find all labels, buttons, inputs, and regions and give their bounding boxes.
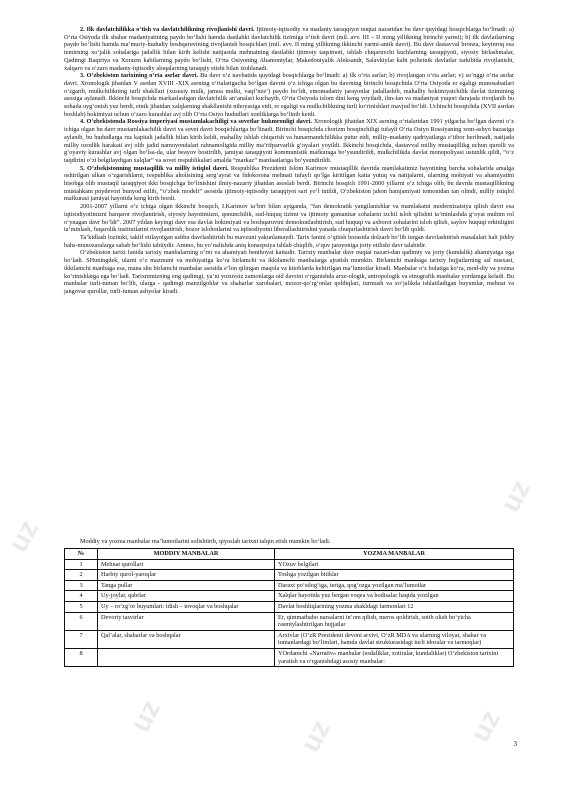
column-header: YOZMA MANBALAR: [275, 549, 514, 560]
paragraph-body: Bu davr oʻz navbatida quyidagi bosqichlarga boʻlinadi: a) ilk oʻrta asrlar; b) rivojlangan oʻrta asrlar; v) soʻnggi oʻrta asrlar davri. Xronologik jihatdan V asrdan XVIII -XIX asrning oʻrtalarigacha boʻlgan davrni oʻz ichiga olgan bu davrning birinchi bosqichida Oʻrta Osiyoda er egaligi munosabatlari oʻzgarib, mulkchilikning turli shakllari (xususiy mulk, jamoa mulki, vaqfʼnzeʼ) paydo boʻldi, etnomadaniy jarayonlar jadallashib, mahalliy hokimiyatchilik davlat tizimining asosiga aylanadi. Ikkinchi bosqichda markazlashgan davlatchilik anʼanalari kuchayib, Oʻrta Osiyoda islom dini keng yoyiladi, ilm-fan va madaniyat yuqori darajada rivojlanib bu sohada uygʻonish yuz berdi, etnik jihatdan xalqlarning shakllanishi nihoyasiga etdi, er egaligi va mulkchilikning turli koʻrinishlari mavjud boʻldi. Uchinchi bosqichda (XVII asrdan boshlab) hokimiyat uchun oʻzaro kurashlar avj olib Oʻrta Osiyo hududlari xonliklarga boʻlinib ketdi.: [64, 72, 514, 118]
paragraph-body: 2001-2007 yillarni oʻz ichiga olgan ikkinchi bosqich, I.Karimov taʼbiri bilan aytganda, “fan demokratik yangilanishlar va mamlakatni modernizatsiya qilish davri esa iqtisodiyotimizni barqaror rivojlantirish, siyosiy hayotimizni, qonunchilik, sud-huquq tizimi va ijtimoiy gumanitar sohalarni izchil isloh qilishni taʼminlashda gʻoyat muhim rol oʻynagan davr boʻldi”. 2007 yildan keyingi davr esa davlat hokimiyati va boshqaruvini demokratlashtirish, sud huquqi va axborot sohalarini isloh qilish, saylov huquqi erkinligini taʼminlash, fuqarolik institutlarini rivojlantirish, bozor islohotlarini va iqtisodiyotni liberallashtirishni yanada chuqurlashtirish davri boʻlib qoldi.: [64, 203, 514, 234]
paragraph-body: Taʼkidlash lozimki, taklif etilayotgan ushbu davrlashtirish bu mavzuni yakunlamaydi. Tarix fanini oʻqitish borasida dolzarb boʻlib turgan davrlashtirish masalalari hali jiddiy bahs-munozaralarga sabab boʻlishi tabiiydir. Ammo, bu yoʻnalishda aniq konsepsiya ishlab chiqilib, oʻquv jarayoniga joriy etilishi davr talabidir.: [64, 233, 514, 249]
material-source-cell: Uy-joylar, qabrlar: [98, 591, 275, 602]
table-row: [65, 601, 514, 612]
column-header: MODDIY MANBALAR: [98, 549, 275, 560]
paragraph-body: Xronologik jihatdan XIX asrning oʻrtalaridan 1991 yilgacha boʻlgan davrni oʻz ichiga olgan bu davr mustamlakachilik davri va sovet davri bosqichlariga boʻlinadi. Birinchi bosqichda chorizm bosqinchiligi tufayli Oʻrta Osiyo Rossiyaning xom-ashyo bazasiga aylanib, bu hududlarga rus kapitali jadallik bilan kirib keldi, mahalliy ishlab chiqarish va hunarmandchilikka putur etdi, milliy-madaniy qadriyatlarga eʼtibor berilmadi, natijada milliy ozodlik harakati avj olib jadid namoyondalari rahnamoligida milliy maʼrifparvarlik gʻoyalari yoyildi. Ikkinchi bosqichda, dastavval milliy mustaqillikg uchun qurolli va gʻoyaviy kurashlar avj olgan boʻlsa-da, ular beayov bostirilib, jamiyat taraqqiyoti kommunistik mafkuraga boʻysundirildi, mulkchilikda davlat monopoliyasi ustunlik qildi, “oʻz taqdirini oʻzi belgilaydigan xalqlar” va sovet respublikalari amalda “markaz” manfaatlariga boʻysundirildi.: [64, 118, 514, 164]
table-row: [65, 648, 514, 666]
row-number-cell: 4: [65, 591, 98, 602]
material-source-cell: Harbiy qurol-yaroqlar: [98, 570, 275, 581]
row-number-cell: 3: [65, 580, 98, 591]
paragraph: [64, 118, 514, 164]
watermark: uz: [464, 704, 507, 747]
paragraph: [64, 165, 514, 204]
body-text: [64, 26, 514, 296]
page-number: 3: [513, 740, 517, 748]
table-header-row: [65, 549, 514, 560]
table-row: [65, 591, 514, 602]
watermark: uz: [294, 714, 337, 757]
written-source-cell: Arxivlar (OʻzR Prezidenti devoni arxivi, OʻzR MDA va ularning viloyat, shahar va tumanlardagi boʻlimlari, hamda davlat strukturasidagi turli idoralar va tarmoqlar): [275, 630, 514, 648]
column-header: №: [65, 549, 98, 560]
table-row: [65, 630, 514, 648]
watermark: uz: [2, 514, 45, 557]
material-source-cell: Qalʼalar, shaharlar va boshqalar: [98, 630, 275, 648]
table-caption: Moddiy va yozma manbalar maʼlumotlarini solishtirib, qiyoslab tarixni talqin etish mumkin boʻladi.: [80, 538, 331, 545]
material-source-cell: Devoriy tasvirlar: [98, 612, 275, 630]
row-number-cell: 8: [65, 648, 98, 666]
paragraph-heading: 2. Ilk davlatchilikka oʻtish va davlatchilikning rivojlanishi davri.: [80, 26, 255, 33]
paragraph: [64, 234, 514, 249]
material-source-cell: Mehnat qurollari: [98, 559, 275, 570]
written-source-cell: Xalqlar hayotida yuz bergan voqea va hodisalar haqida yozilgan: [275, 591, 514, 602]
written-source-cell: Toshga yozilgan bitiklar: [275, 570, 514, 581]
written-source-cell: YOrdamchi «Narrativ» manbalar (esdaliklar, xotiralar, kundaliklar) Oʻzbekiston tarixini yaratish va oʻrganishdagi asosiy manbalar:: [275, 648, 514, 666]
written-source-cell: Davlat boshliqlarining yozma shakldagi farmonlari 12: [275, 601, 514, 612]
paragraph-body: Oʻzbekiston tarixi fanida tarixiy manbalarning oʻrni va ahamiyati benihoyat kattadir. Tarixiy manbalar davr nuqtai nazari-dan qadimiy va joriy (kundalik) ahamiyatga ega boʻladi. SHuningdek, ularni oʻz mazmuni va mohiyatiga koʻra birlamchi va ikkilamchi manbalarga ajratish mumkin. Birlamchi manbaga tarixiy hujjatlarning asl nusxasi, ikkilamchi manbaga esa, mana shu birlamchi manbalar asosida eʼlon qilingan maqola va kitoblarda keltirilgan maʼlumotlar kiradi. Manbalar oʻz holatiga koʻra, mod-diy va yozma koʻrinishlarga ega boʻladi. Tarixnimizning eng qadimgi, yaʼni yozuvsiz zamonlarga oid davrini oʻrganishda arxe-ologik, antropologik va etnografik manbalar yordamga keladi. Bu manbalar turli-tuman boʻlib, ularga - qadimgi manzilgohlar va shaharlar xarobalari, mozor-qoʻrgʻonlar qoldiqlari, turmush va xoʻjalikda ishlatiladigan buyumlar, mehnat va jangovar qurollar, turli-tuman ashyolar kiradi.: [64, 249, 514, 295]
table-row: [65, 559, 514, 570]
row-number-cell: 5: [65, 601, 98, 612]
sources-table: [64, 548, 514, 667]
paragraph-heading: 4. Oʻzbekistonda Rossiya imperiyasi mustamlakachiligi va sovetlar hukmronligi davri.: [80, 118, 312, 126]
row-number-cell: 6: [65, 612, 98, 630]
paragraph: [64, 203, 514, 234]
paragraph: [64, 26, 514, 72]
row-number-cell: 2: [65, 570, 98, 581]
table-row: [65, 612, 514, 630]
table-row: [65, 580, 514, 591]
row-number-cell: 7: [65, 630, 98, 648]
written-source-cell: YOzuv belgilari: [275, 559, 514, 570]
written-source-cell: Daraxt poʻstlogʻiga, teriga, qogʻozga yozilgan maʼlumotlar: [275, 580, 514, 591]
paragraph: [64, 72, 514, 118]
paragraph-body: Ijtimoiy-iqtisodiy va madaniy taraqqiyot nuqtai nazaridan bu davr quyidagi bosqichlarga boʻlinadi: a) Oʻrta Osiyoda ilk shahar madaniyatining paydo boʻlishi hamda dastlabki davlatchilik tizimiga oʻtish davri (mil. avv. III – II ming yillikning birinchi yarmi); b) ilk davlatlarning paydo boʻlishi hamda maʼmuriy-hududiy boshqaruvining rivojlanish bosqichlari (mil. avv. II ming yillikning ikkinchi yarmi-antik davri). Bu davr dastavval bronza, keyinroq esa temirning xoʻjalik sohalariga jadallik bilan kirib kelishi natijasida mehnatning dastlabki ijtimoiy taqsimoti, ishlab chiqaruvchi kuchlarning taraqqiyoti, siyosiy birlashmalar, Qadimgi Baqtriya va Xorazm kabilarning paydo boʻlishi, Oʻrta Osiyoning Ahamoniylar, Makedoniyalik Aleksandr, Salavkiylar kabi polietnik davlatlar tarkibida rivojlanishi, xalqaro va oʻzaro madaniy-iqtisodiy aloqalarning taraqqiy etishi bilan izohlanadi.: [64, 26, 514, 72]
watermark: uz: [124, 694, 167, 737]
row-number-cell: 1: [65, 559, 98, 570]
written-source-cell: Er, qimmatbaho narsalarni inʼom qilish, meros qoldirish, sotib olish boʻyicha rasmiylashtirilgan hujjatlar: [275, 612, 514, 630]
paragraph-heading: 3. Oʻzbekiston tarixining oʻrta asrlar davri.: [80, 72, 199, 80]
material-source-cell: [98, 648, 275, 666]
material-source-cell: Uy – roʻzgʻor buyumlari: idish – tovoqlar va boshqalar: [98, 601, 275, 612]
watermark: uz: [494, 474, 537, 517]
table-row: [65, 570, 514, 581]
paragraph-heading: 5. Oʻzbekistonning mustaqillik va milliy istiqlol davri.: [80, 164, 229, 172]
paragraph-body: Respublika Prezidenti Islom Karimov mustaqillik davrida mamlakatimiz hayotining barcha sohalarida amalga oshirilgan ulkan oʻzgarishlarni, respublika aholisining sergʻayrat va fidokorona mehnati tufayli qoʻlga kiritilgan katta yutuq va natijalarni, ularning mohiyati va ahamiyatini hisobga olib mustaqil taraqqiyot ikki bosqichga boʻlinishini ilmiy-nazariy jihatdan asoslab berdi. Birinchi bosqich 1991-2000 yillarni oʻz ichiga olib, bu davrda mustaqillikning mustahkam poydevori bunyod etilib, “oʻzbek modeli” asosida ijtimoiy-iqtisodiy taraqqiyot sari yoʻl tutildi, Oʻzbekiston jahon hamjamiyati tomonidan tan olindi, milliy istiqlol mafkurasi jamiyat hayotida keng kirib bordi.: [64, 164, 514, 203]
material-source-cell: Tanga pullar: [98, 580, 275, 591]
paragraph: [64, 249, 514, 295]
